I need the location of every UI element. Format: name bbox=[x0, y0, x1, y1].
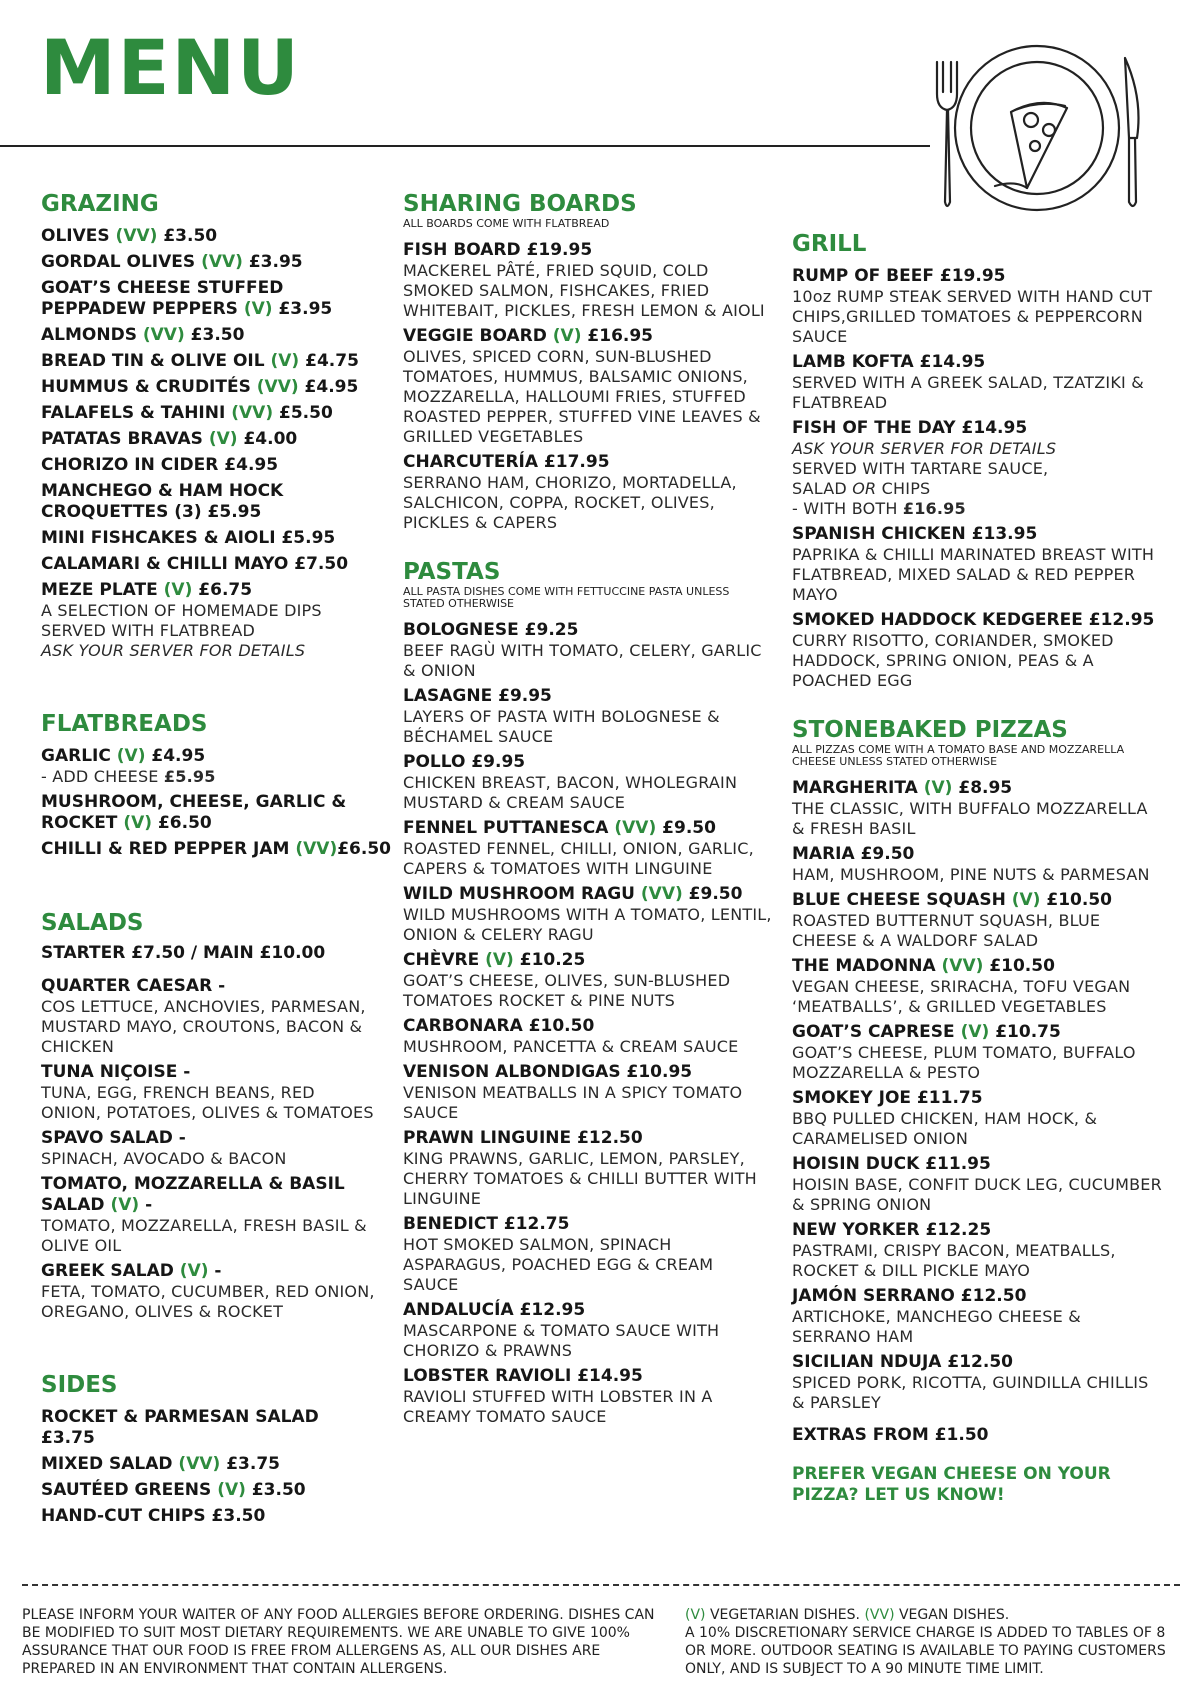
menu-item: BREAD TIN & OLIVE OIL (V) £4.75 bbox=[41, 351, 359, 371]
menu-item: GOAT’S CHEESE STUFFED PEPPADEW PEPPERS (V) £3.95 bbox=[41, 278, 333, 319]
flatbreads-heading: FLATBREADS bbox=[41, 711, 208, 737]
vegan-cheese-note: PREFER VEGAN CHEESE ON YOUR PIZZA? LET US KNOW! bbox=[792, 1464, 1111, 1505]
pizzas-subtitle: ALL PIZZAS COME WITH A TOMATO BASE AND MOZZARELLA CHEESE UNLESS STATED OTHERWISE bbox=[792, 743, 1125, 768]
menu-item: MIXED SALAD (VV) £3.75 bbox=[41, 1454, 280, 1474]
menu-item: SAUTÉED GREENS (V) £3.50 bbox=[41, 1480, 306, 1500]
menu-item: CARBONARA £10.50 MUSHROOM, PANCETTA & CREAM SAUCE bbox=[403, 1016, 739, 1056]
menu-item: SPAVO SALAD - SPINACH, AVOCADO & BACON bbox=[41, 1128, 287, 1168]
menu-item: MANCHEGO & HAM HOCK CROQUETTES (3) £5.95 bbox=[41, 481, 284, 522]
grazing-section bbox=[41, 190, 376, 661]
menu-item: BLUE CHEESE SQUASH (V) £10.50 ROASTED BUTTERNUT SQUASH, BLUE CHEESE & A WALDORF SALAD bbox=[792, 890, 1112, 950]
footer-divider bbox=[22, 1584, 1180, 1586]
menu-item: VEGGIE BOARD (V) £16.95 OLIVES, SPICED CORN, SUN-BLUSHED TOMATOES, HUMMUS, BALSAMIC ONIONS, MOZZARELLA, HALLOUMI FRIES, STUFFED ROASTED PEPPER, STUFFED VINE LEAVES & GRILLED VEGETABLES bbox=[403, 326, 761, 446]
allergy-notice: PLEASE INFORM YOUR WAITER OF ANY FOOD ALLERGIES BEFORE ORDERING. DISHES CAN BE MODIFIED TO SUIT MOST DIETARY REQUIREMENTS. WE ARE UNABLE TO GIVE 100% ASSURANCE THAT OUR FOOD IS FREE FROM ALLERGENS AS, ALL OUR DISHES ARE PREPARED IN AN ENVIRONMENT THAT CONTAIN ALLERGENS. bbox=[22, 1607, 655, 1677]
menu-item: SICILIAN NDUJA £12.50 SPICED PORK, RICOTTA, GUINDILLA CHILLIS & PARSLEY bbox=[792, 1352, 1149, 1412]
menu-item: SMOKED HADDOCK KEDGEREE £12.95 CURRY RISOTTO, CORIANDER, SMOKED HADDOCK, SPRING ONION, PEAS & A POACHED EGG bbox=[792, 610, 1155, 690]
menu-item: QUARTER CAESAR - COS LETTUCE, ANCHOVIES, PARMESAN, MUSTARD MAYO, CROUTONS, BACON & CHICKEN bbox=[41, 976, 366, 1056]
menu-item: MARIA £9.50 HAM, MUSHROOM, PINE NUTS & PARMESAN bbox=[792, 844, 1150, 884]
menu-item: CALAMARI & CHILLI MAYO £7.50 bbox=[41, 554, 349, 574]
pastas-list bbox=[403, 620, 773, 1427]
pizzas-list bbox=[792, 778, 1164, 1413]
grazing-heading: GRAZING bbox=[41, 191, 159, 217]
menu-item: ANDALUCÍA £12.95 MASCARPONE & TOMATO SAUCE WITH CHORIZO & PRAWNS bbox=[403, 1300, 720, 1360]
page-title: MENU bbox=[40, 23, 301, 112]
diet-key-and-service: (V) VEGETARIAN DISHES. (VV) VEGAN DISHES. A 10% DISCRETIONARY SERVICE CHARGE IS ADDED TO TABLES OF 8 OR MORE. OUTDOOR SEATING IS AVAILABLE TO PAYING CUSTOMERS ONLY, AND IS SUBJECT TO A 90 MINUTE TIME LIMIT. bbox=[685, 1607, 1166, 1677]
menu-item: ROCKET & PARMESAN SALAD £3.75 bbox=[41, 1407, 319, 1448]
grill-heading: GRILL bbox=[792, 231, 867, 257]
sides-list bbox=[41, 1407, 376, 1527]
menu-item: FISH BOARD £19.95 MACKEREL PÂTÉ, FRIED SQUID, COLD SMOKED SALMON, FISHCAKES, FRIED WHITEBAIT, PICKLES, FRESH LEMON & AIOLI bbox=[403, 240, 765, 320]
menu-item: HOISIN DUCK £11.95 HOISIN BASE, CONFIT DUCK LEG, CUCUMBER & SPRING ONION bbox=[792, 1154, 1162, 1214]
salads-list bbox=[41, 976, 376, 1322]
menu-item: BOLOGNESE £9.25 BEEF RAGÙ WITH TOMATO, CELERY, GARLIC & ONION bbox=[403, 620, 762, 680]
menu-item: LASAGNE £9.95 LAYERS OF PASTA WITH BOLOGNESE & BÉCHAMEL SAUCE bbox=[403, 686, 720, 746]
grill-section bbox=[792, 230, 1164, 691]
menu-item: GORDAL OLIVES (VV) £3.95 bbox=[41, 252, 303, 272]
menu-item: MEZE PLATE (V) £6.75 A SELECTION OF HOMEMADE DIPS SERVED WITH FLATBREAD ASK YOUR SERVER FOR DETAILS bbox=[41, 580, 322, 660]
salads-heading: SALADS bbox=[41, 910, 144, 936]
menu-item: LOBSTER RAVIOLI £14.95 RAVIOLI STUFFED WITH LOBSTER IN A CREAMY TOMATO SAUCE bbox=[403, 1366, 713, 1426]
menu-item: WILD MUSHROOM RAGU (VV) £9.50 WILD MUSHROOMS WITH A TOMATO, LENTIL, ONION & CELERY RAGU bbox=[403, 884, 772, 944]
menu-item: CHORIZO IN CIDER £4.95 bbox=[41, 455, 279, 475]
menu-item: POLLO £9.95 CHICKEN BREAST, BACON, WHOLEGRAIN MUSTARD & CREAM SAUCE bbox=[403, 752, 738, 812]
pizzas-section bbox=[792, 716, 1164, 1506]
menu-item: RUMP OF BEEF £19.95 10oz RUMP STEAK SERVED WITH HAND CUT CHIPS,GRILLED TOMATOES & PEPPERCORN SAUCE bbox=[792, 266, 1153, 346]
sharing-boards-heading: SHARING BOARDS bbox=[403, 191, 637, 217]
column-middle bbox=[403, 190, 773, 1432]
menu-item: OLIVES (VV) £3.50 bbox=[41, 226, 218, 246]
menu-item: SPANISH CHICKEN £13.95 PAPRIKA & CHILLI MARINATED BREAST WITH FLATBREAD, MIXED SALAD & RED PEPPER MAYO bbox=[792, 524, 1155, 604]
menu-item: SMOKEY JOE £11.75 BBQ PULLED CHICKEN, HAM HOCK, & CARAMELISED ONION bbox=[792, 1088, 1098, 1148]
menu-item: FALAFELS & TAHINI (VV) £5.50 bbox=[41, 403, 333, 423]
salads-section bbox=[41, 909, 376, 1322]
menu-item: CHARCUTERÍA £17.95 SERRANO HAM, CHORIZO, MORTADELLA, SALCHICON, COPPA, ROCKET, OLIVES, PICKLES & CAPERS bbox=[403, 452, 737, 532]
sharing-boards-subtitle: ALL BOARDS COME WITH FLATBREAD bbox=[403, 217, 610, 230]
menu-item: JAMÓN SERRANO £12.50 ARTICHOKE, MANCHEGO CHEESE & SERRANO HAM bbox=[792, 1286, 1081, 1346]
menu-item: HUMMUS & CRUDITÉS (VV) £4.95 bbox=[41, 377, 359, 397]
menu-item: MINI FISHCAKES & AIOLI £5.95 bbox=[41, 528, 336, 548]
menu-item: MUSHROOM, CHEESE, GARLIC & ROCKET (V) £6.50 bbox=[41, 792, 347, 833]
menu-item: THE MADONNA (VV) £10.50 VEGAN CHEESE, SRIRACHA, TOFU VEGAN ‘MEATBALLS’, & GRILLED VEGETABLES bbox=[792, 956, 1131, 1016]
menu-item: BENEDICT £12.75 HOT SMOKED SALMON, SPINACH ASPARAGUS, POACHED EGG & CREAM SAUCE bbox=[403, 1214, 714, 1294]
menu-item: TUNA NIÇOISE - TUNA, EGG, FRENCH BEANS, RED ONION, POTATOES, OLIVES & TOMATOES bbox=[41, 1062, 374, 1122]
menu-item: LAMB KOFTA £14.95 SERVED WITH A GREEK SALAD, TZATZIKI & FLATBREAD bbox=[792, 352, 1144, 412]
sharing-boards-list bbox=[403, 240, 773, 533]
menu-item: PATATAS BRAVAS (V) £4.00 bbox=[41, 429, 298, 449]
pizzas-heading: STONEBAKED PIZZAS bbox=[792, 717, 1068, 743]
menu-item: FENNEL PUTTANESCA (VV) £9.50 ROASTED FENNEL, CHILLI, ONION, GARLIC, CAPERS & TOMATOES WITH LINGUINE bbox=[403, 818, 754, 878]
flatbreads-section bbox=[41, 710, 391, 860]
plate-cutlery-icon bbox=[915, 38, 1155, 228]
menu-item: PRAWN LINGUINE £12.50 KING PRAWNS, GARLIC, LEMON, PARSLEY, CHERRY TOMATOES & CHILLI BUTTER WITH LINGUINE bbox=[403, 1128, 757, 1208]
header-rule bbox=[0, 145, 930, 147]
pastas-heading: PASTAS bbox=[403, 559, 501, 585]
menu-item: HAND-CUT CHIPS £3.50 bbox=[41, 1506, 266, 1526]
pastas-subtitle: ALL PASTA DISHES COME WITH FETTUCCINE PASTA UNLESS STATED OTHERWISE bbox=[403, 585, 730, 610]
pastas-section bbox=[403, 558, 773, 1427]
sides-heading: SIDES bbox=[41, 1372, 118, 1398]
menu-item: TOMATO, MOZZARELLA & BASIL SALAD (V) - TOMATO, MOZZARELLA, FRESH BASIL & OLIVE OIL bbox=[41, 1174, 367, 1255]
sharing-boards-section bbox=[403, 190, 773, 533]
column-left bbox=[41, 190, 391, 1532]
pizza-extras-note: EXTRAS FROM £1.50 bbox=[792, 1425, 989, 1445]
sides-section bbox=[41, 1371, 376, 1527]
column-right bbox=[792, 230, 1164, 1506]
menu-item: CHILLI & RED PEPPER JAM (VV)£6.50 bbox=[41, 839, 391, 859]
menu-item: GREEK SALAD (V) - FETA, TOMATO, CUCUMBER, RED ONION, OREGANO, OLIVES & ROCKET bbox=[41, 1261, 375, 1321]
grazing-list bbox=[41, 226, 376, 661]
menu-item: GARLIC (V) £4.95 - ADD CHEESE £5.95 bbox=[41, 746, 216, 786]
menu-item: NEW YORKER £12.25 PASTRAMI, CRISPY BACON, MEATBALLS, ROCKET & DILL PICKLE MAYO bbox=[792, 1220, 1116, 1280]
menu-item: ALMONDS (VV) £3.50 bbox=[41, 325, 245, 345]
salads-pricing: STARTER £7.50 / MAIN £10.00 bbox=[41, 943, 326, 963]
menu-item: GOAT’S CAPRESE (V) £10.75 GOAT’S CHEESE, PLUM TOMATO, BUFFALO MOZZARELLA & PESTO bbox=[792, 1022, 1136, 1082]
menu-item: VENISON ALBONDIGAS £10.95 VENISON MEATBALLS IN A SPICY TOMATO SAUCE bbox=[403, 1062, 743, 1122]
menu-item: CHÈVRE (V) £10.25 GOAT’S CHEESE, OLIVES, SUN-BLUSHED TOMATOES ROCKET & PINE NUTS bbox=[403, 950, 731, 1010]
service-charge-notice: A 10% DISCRETIONARY SERVICE CHARGE IS ADDED TO TABLES OF 8 OR MORE. OUTDOOR SEATING IS AVAILABLE TO PAYING CUSTOMERS ONLY, AND IS SUBJECT TO A 90 MINUTE TIME LIMIT. bbox=[685, 1625, 1166, 1677]
menu-item: FISH OF THE DAY £14.95 ASK YOUR SERVER FOR DETAILS SERVED WITH TARTARE SAUCE, SALAD OR CHIPS - WITH BOTH £16.95 bbox=[792, 418, 1057, 518]
menu-item: MARGHERITA (V) £8.95 THE CLASSIC, WITH BUFFALO MOZZARELLA & FRESH BASIL bbox=[792, 778, 1148, 838]
